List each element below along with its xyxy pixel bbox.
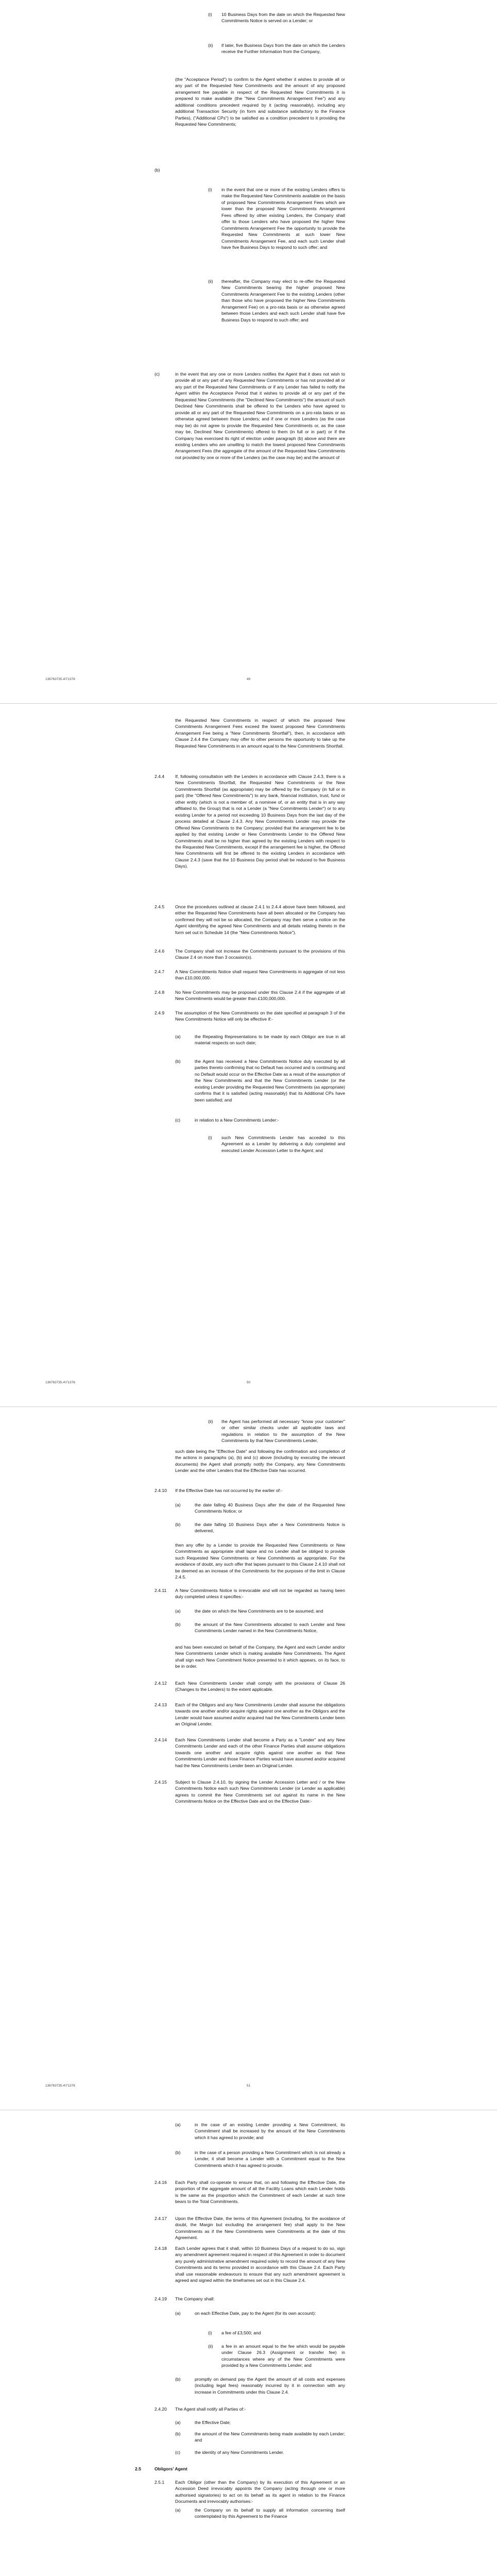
clause-text: (the "Acceptance Period") to confirm to the Agent whether it wishes to provide all or any part of the Requested New Commitments and the amount of any proposed arrangement fee payable in respect of the Requested New Commitments it is prepared to make available (the "New Commitments Arrangement Fee") and any additional conditions precedent required by it (acting reasonably), including any additional Transaction Security (in form and substance satisfactory to the Finance Parties), ("Additional CPs") to be satisfied as a condition precedent to it providing the Requested New Commitments; [175, 77, 345, 127]
clause-number: (ii) [208, 2344, 213, 2349]
clause-text: The Company shall not increase the Commitments pursuant to the provisions of this Clause 2.4 on more than 3 occasion(s). [175, 948, 345, 960]
clause-text: the Requested New Commitments in respect of which the proposed New Commitments Arrangement Fees exceed the lowest proposed New Commitments Arrangement Fee being a "New Commitments Shortfall"), then, in accordance with Clause 2.4.4 the Company may offer to other persons the opportunity to take up the Requested New Commitments in an amount equal to the New Commitments Shortfall. [175, 718, 345, 749]
clause-number: (i) [208, 2330, 212, 2335]
document-reference: 136763735.4\71376 [45, 2083, 75, 2088]
clause-text: A New Commitments Notice is irrevocable and will not be regarded as having been duly completed unless it specifies:- [175, 1588, 345, 1600]
clause-text: a fee in an amount equal to the fee which would be payable under Clause 26.3 (Assignment or transfer fee) in circumstances where any of the New Commitments were provided by a New Commitments Lender; and [221, 2344, 345, 2368]
clause-text: if later, five Business Days from the date on which the Lenders receive the Further Information from the Company, [221, 43, 345, 55]
page-number: 50 [246, 1380, 251, 1384]
clause-text: the date on which the New Commitments are to be assumed; and [195, 1608, 323, 1614]
clause-number: 2.4.8 [155, 990, 165, 995]
clause-text: and has been executed on behalf of the Company, the Agent and each Lender and/or New Commitments Lender which is making available New Commitments. The Agent shall sign each New Commitment Notice presented to it which appears, on its face, to be in order. [175, 1645, 345, 1669]
section-heading: Obligors' Agent [155, 2466, 187, 2471]
clause-number: 2.4.18 [155, 2246, 167, 2251]
clause-text: Upon the Effective Date, the terms of this Agreement (including, for the avoidance of doubt, the Margin but excluding the arrangement fee) shall apply to the New Commitments as if the New Commitments were Commitments at the date of this Agreement. [175, 2216, 345, 2241]
clause-text: in the event that any one or more Lenders notifies the Agent that it does not wish to provide all or any part of any Requested New Commitments or has not provided all or any part of the Requested New Commitments or if any Lender has failed to notify the Agent within the Acceptance Period that it wishes to provide all or any part of the Requested New Commitments (the "Declined New Commitments") the amount of such Declined New Commitments shall be offered to the Lenders who have agreed to provide all or any part of the Requested New Commitments on a pro-rata basis or as otherwise agreed between those Lenders; and if one or more Lenders (as the case may be) do not agree to provide the Requested New Commitments or, as the case may be, Declined New Commitments) offered to them (in full or in part) or if the Company has exercised its right of election under paragraph (b) above and there are existing Lenders who are unwilling to match the lowest proposed New Commitments Arrangement Fees (the aggregate of the amount of the Requested New Commitments not provided by one or more of the Lenders (as the case may be) and the amount of [175, 371, 345, 460]
clause-number: (b) [175, 2377, 181, 2382]
clause-text: The assumption of the New Commitments on the date specified at paragraph 3 of the New Commitments Notice will only be effective if:- [175, 1010, 345, 1022]
document-page [0, 703, 497, 1406]
clause-number: (b) [175, 1059, 181, 1064]
clause-number: (i) [208, 1135, 212, 1140]
clause-text: then any offer by a Lender to provide the Requested New Commitments or New Commitments as appropriate shall lapse and no Lender shall be obliged to provide such Requested New Commitments or New Commitments as appropriate. For the avoidance of doubt, any such offer that lapses pursuant to this Clause 2.4.10 shall not be deemed as an increase of the Commitments for the purposes of the limit in Clause 2.4.5. [175, 1543, 345, 1580]
clause-number: (c) [155, 371, 160, 377]
clause-text: such New Commitments Lender has acceded to this Agreement as a Lender by delivering a duly completed and executed Lender Accession Letter to the Agent; and [221, 1135, 345, 1153]
document-page [0, 1406, 497, 2110]
clause-text: A New Commitments Notice shall request New Commitments in aggregate of not less than £10,000,000. [175, 969, 345, 981]
clause-text: in relation to a New Commitments Lender:- [195, 1117, 279, 1123]
clause-number: (b) [155, 167, 160, 173]
document-reference: 136763735.4\71376 [45, 677, 75, 681]
clause-number: (b) [175, 1522, 181, 1527]
clause-text: Each Obligor (other than the Company) by its execution of this Agreement or an Accession Deed irrevocably appoints the Company (acting through one or more authorised signatories) to act on its behalf as its agent in relation to the Finance Documents and irrevocably authorises:- [175, 2480, 345, 2504]
clause-number: (a) [175, 1034, 181, 1039]
clause-number: 2.4.7 [155, 969, 165, 974]
clause-text: If, following consultation with the Lenders in accordance with Clause 2.4.3, there is a New Commitments Shortfall, the Requested New Commitments or the New Commitments Shortfall (as appropriate) may be offered by the Company (in full or in part) (the "Offered New Commitments") to any bank, financial institution, trust, fund or other entity (which is not a member of, a nominee of, or an entity that is in any way affiliated to, the Group) that is not a Lender (a "New Commitments Lender") or to any existing Lender for a period not exceeding 10 Business Days from the last day of the process detailed at Clause 2.4.3. Any New Commitments Lender may provide the Offered New Commitments to the Company; provided that the arrangement fee to be applied by that existing Lender or New Commitments Lender to the Offered New Commitments shall be no higher than agreed by the existing Lenders with respect to the Requested New Commitments, except if the arrangement fee is higher, the Offered New Commitments will first be offered to the existing Lenders in accordance with Clause 2.4.3 (save that the 10 Business Day period shall be reduced to five Business Days). [175, 774, 345, 869]
clause-number: (a) [175, 1608, 181, 1614]
clause-text: Each of the Obligors and any New Commitments Lender shall assume the obligations towards one another and/or acquire rights against one another as the Obligors and the Lender would have assumed and/or acquired had the New Commitments Lender been an Original Lender. [175, 1702, 345, 1727]
clause-text: If the Effective Date has not occurred by the earlier of:- [175, 1488, 283, 1493]
clause-text: in the event that one or more of the existing Lenders offers to make the Requested New Commitments available on the basis of proposed New Commitments Arrangement Fees which are lower than the proposed New Commitments Arrangement Fees offered by other existing Lenders, the Company shall offer to those Lenders who have proposed the higher New Commitments Arrangement Fee the opportunity to provide the Requested New Commitments at such lower New Commitments Arrangement Fee, and each such Lender shall have five Business Days to respond to such offer; and [221, 187, 345, 250]
clause-text: the identity of any New Commitments Lender. [195, 2450, 284, 2455]
clause-number: 2.4.12 [155, 1681, 167, 1686]
clause-number: (i) [208, 187, 212, 192]
clause-text: in the case of a person providing a New Commitment which is not already a Lender, it shall become a Lender with a Commitment equal to the New Commitments which it has agreed to provide. [195, 2150, 345, 2168]
clause-number: 2.4.19 [155, 2296, 167, 2301]
clause-number: 2.5.1 [155, 2480, 165, 2485]
clause-number: 2.4.20 [155, 2406, 167, 2412]
document-page [0, 0, 497, 703]
clause-text: The Company shall: [175, 2296, 215, 2301]
clause-text: a fee of £3,500; and [221, 2330, 261, 2335]
clause-number: 2.4.14 [155, 1737, 167, 1742]
clause-number: (a) [175, 2122, 181, 2127]
clause-number: 2.4.16 [155, 2180, 167, 2185]
clause-text: promptly on demand pay the Agent the amount of all costs and expenses (including legal fees) reasonably incurred by it in connection with any increase in Commitments under this Clause 2.4. [195, 2377, 345, 2395]
clause-number: (i) [208, 12, 212, 17]
clause-text: the Agent has received a New Commitments Notice duly executed by all parties thereto confirming that no Default has occurred and is continuing and no Default would occur on the Effective Date as a result of the assumption of the New Commitments and that the New Commitments Lender (or the existing Lender providing the Requested New Commitments (as appropriate) confirms that it is satisfied (acting reasonably) that its Additional CPs have been satisfied; and [195, 1059, 345, 1103]
clause-number: (b) [175, 1622, 181, 1627]
clause-number: (b) [175, 2431, 181, 2436]
clause-text: Each New Commitments Lender shall comply with the provisions of Clause 26 (Changes to the Lenders) to the extent applicable. [175, 1681, 345, 1692]
clause-number: 2.4.9 [155, 1010, 165, 1015]
document-reference: 136763735.4\71376 [45, 1380, 75, 1384]
clause-number: 2.4.17 [155, 2216, 167, 2221]
clause-number: (a) [175, 1502, 181, 1507]
clause-text: the Company on its behalf to supply all information concerning itself contemplated by this Agreement to the Finance [195, 2507, 345, 2519]
clause-text: such date being the "Effective Date" and following the confirmation and completion of the actions in paragraphs (a), (b) and (c) above (including by executing the relevant documents) the Agent shall promptly notify the Company, any New Commitments Lender and the other Lenders that the Effective Date has occurred. [175, 1449, 345, 1473]
clause-number: 2.4.11 [155, 1588, 167, 1593]
clause-number: 2.4.4 [155, 774, 165, 779]
clause-number: 2.4.15 [155, 1780, 167, 1785]
clause-text: the Effective Date; [195, 2420, 231, 2425]
clause-number: (ii) [208, 43, 213, 48]
clause-text: the amount of the New Commitments being made available by each Lender; and [195, 2431, 345, 2443]
clause-text: 10 Business Days from the date on which the Requested New Commitments Notice is served on a Lender; or [221, 12, 345, 24]
page-number: 51 [246, 2083, 251, 2088]
clause-text: on each Effective Date, pay to the Agent (for its own account): [195, 2311, 316, 2316]
clause-text: the Agent has performed all necessary "know your customer" or other similar checks under all applicable laws and regulations in relation to the assumption of the New Commitments by that New Commitments Lender, [221, 1419, 345, 1444]
clause-number: (a) [175, 2507, 181, 2513]
clause-number: 2.4.5 [155, 904, 165, 909]
document-page [0, 2110, 497, 2576]
clause-number: (a) [175, 2420, 181, 2425]
clause-number: (c) [175, 1117, 181, 1123]
clause-number: 2.4.10 [155, 1488, 167, 1493]
clause-text: the date falling 10 Business Days after a New Commitments Notice is delivered, [195, 1522, 345, 1534]
clause-text: the Repeating Representations to be made by each Obligor are true in all material respects on such date; [195, 1034, 345, 1046]
clause-text: the amount of the New Commitments allocated to each Lender and New Commitments Lender named in the New Commitments Notice, [195, 1622, 345, 1634]
clause-text: Each New Commitments Lender shall become a Party as a "Lender" and any New Commitments Lender and each of the other Finance Parties shall assume obligations towards one another and acquire rights against one another as that New Commitments Lender and those Finance Parties would have assumed and/or acquired had the New Commitments Lender been an Original Lender. [175, 1737, 345, 1768]
clause-text: Each Party shall co-operate to ensure that, on and following the Effective Date, the proportion of the aggregate amount of all the Facility Loans which each Lender holds is the same as the proportion which the Commitment of each Lender at such time bears to the Total Commitments. [175, 2180, 345, 2205]
clause-number: 2.4.13 [155, 1702, 167, 1707]
section-number: 2.5 [135, 2466, 141, 2471]
clause-text: thereafter, the Company may elect to re-offer the Requested New Commitments bearing the higher proposed New Commitments Arrangement Fee to the existing Lenders (other than those who have proposed the higher New Commitments Arrangement Fee) on a pro-rata basis or as otherwise agreed between those Lenders and each such Lender shall have five Business Days to respond to such offer; and [221, 279, 345, 323]
clause-text: No New Commitments may be proposed under this Clause 2.4 if the aggregate of all New Commitments would be greater than £100,000,000. [175, 990, 345, 1002]
page-number: 49 [246, 677, 251, 681]
clause-number: (a) [175, 2311, 181, 2316]
clause-number: 2.4.6 [155, 948, 165, 954]
clause-text: Once the procedures outlined at clause 2.4.1 to 2.4.4 above have been followed, and either the Requested New Commitments have all been allocated or the Company has confirmed they will not be so allocated, the Company may then serve a notice on the Agent identifying the agreed New Commitments and all details relating thereto in the form set out in Schedule 14 (the "New Commitments Notice"). [175, 904, 345, 935]
clause-number: (ii) [208, 1419, 213, 1424]
clause-number: (ii) [208, 279, 213, 284]
clause-text: the date falling 40 Business Days after the date of the Requested New Commitments Notice; or [195, 1502, 345, 1514]
clause-number: (c) [175, 2450, 181, 2455]
clause-number: (b) [175, 2150, 181, 2155]
clause-text: in the case of an existing Lender providing a New Commitment, its Commitment shall be increased by the amount of the New Commitments which it has agreed to provide; and [195, 2122, 345, 2140]
clause-text: Subject to Clause 2.4.10, by signing the Lender Accession Letter and / or the New Commitments Notice each such New Commitments Lender (or Lender as applicable) agrees to commit the New Commitments set out against its name in the New Commitments Notice on the Effective Date and on the Effective Date:- [175, 1780, 345, 1804]
clause-text: Each Lender agrees that it shall, within 10 Business Days of a request to do so, sign any amendment agreement required in respect of this Agreement in order to document any purely administrative amendment required solely to record the amount of any New Commitments and its terms provided in accordance with this Clause 2.4. Each Party shall use reasonable endeavours to ensure that any such amendment agreement is agreed and signed within the timeframes set out in this Clause 2.4. [175, 2246, 345, 2283]
clause-text: The Agent shall notify all Parties of:- [175, 2406, 246, 2412]
